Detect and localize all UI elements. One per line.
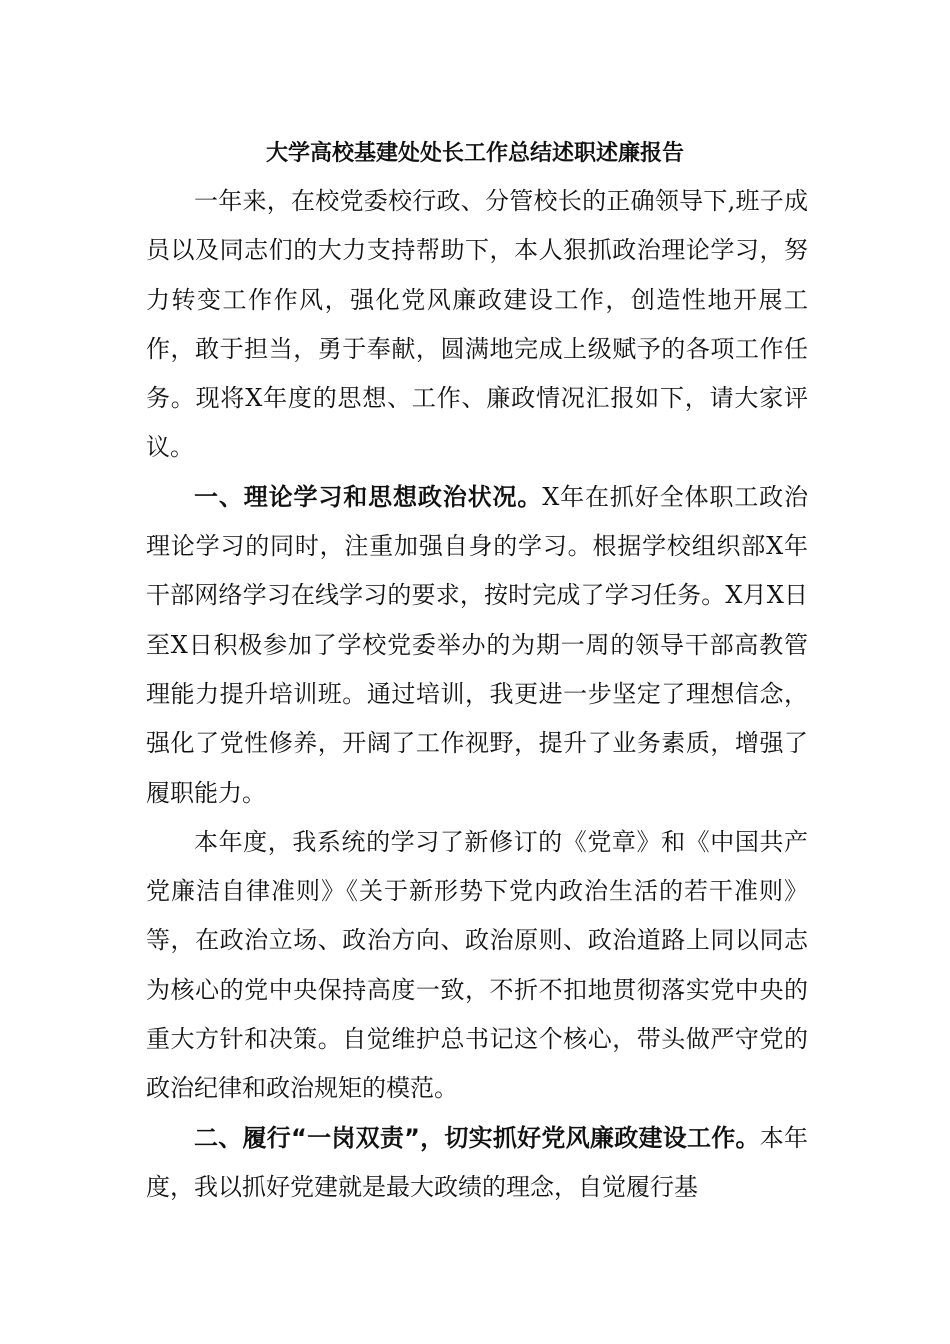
paragraph-text: 本年度，我系统的学习了新修订的《党章》和《中国共产党廉洁自律准则》《关于新形势下党内政治生活的若干准则》等，在政治立场、政治方向、政治原则、政治道路上同以同志为核心的党中央保持高度一致，不折不扣地贯彻落实党中央的重大方针和决策。自觉维护总书记这个核心，带头做严守党的政治纪律和政治规矩的模范。 — [146, 827, 808, 1103]
document-title: 大学高校基建处处长工作总结述职述廉报告 — [265, 141, 684, 166]
paragraph-intro — [146, 177, 808, 473]
paragraph-text: 本年度，我以抓好党建就是最大政绩的理念，自觉履行基 — [146, 1123, 809, 1201]
paragraph-section-2 — [146, 1114, 808, 1213]
paragraph-text: 一年来，在校党委校行政、分管校长的正确领导下,班子成员以及同志们的大力支持帮助下，本人狠抓政治理论学习，努力转变工作作风，强化党风廉政建设工作，创造性地开展工作，敢于担当，勇于奉献，圆满地完成上级赋予的各项工作任务。现将X年度的思想、工作、廉政情况汇报如下，请大家评议。 — [146, 187, 808, 462]
paragraph-text: X年在抓好全体职工政治理论学习的同时，注重加强自身的学习。根据学校组织部X年干部网络学习在线学习的要求，按时完成了学习任务。X月X日至X日积极参加了学校党委举办的为期一周的领导干部高教管理能力提升培训班。通过培训，我更进一步坚定了理想信念，强化了党性修养，开阔了工作视野，提升了业务素质，增强了履职能力。 — [146, 482, 808, 807]
paragraph-section-1 — [146, 473, 808, 818]
paragraph-study — [146, 818, 808, 1114]
section-heading: 一、理论学习和思想政治状况。 — [194, 482, 543, 511]
document-body — [146, 177, 808, 1212]
section-heading: 二、履行“一岗双责”，切实抓好党风廉政建设工作。 — [194, 1123, 760, 1152]
